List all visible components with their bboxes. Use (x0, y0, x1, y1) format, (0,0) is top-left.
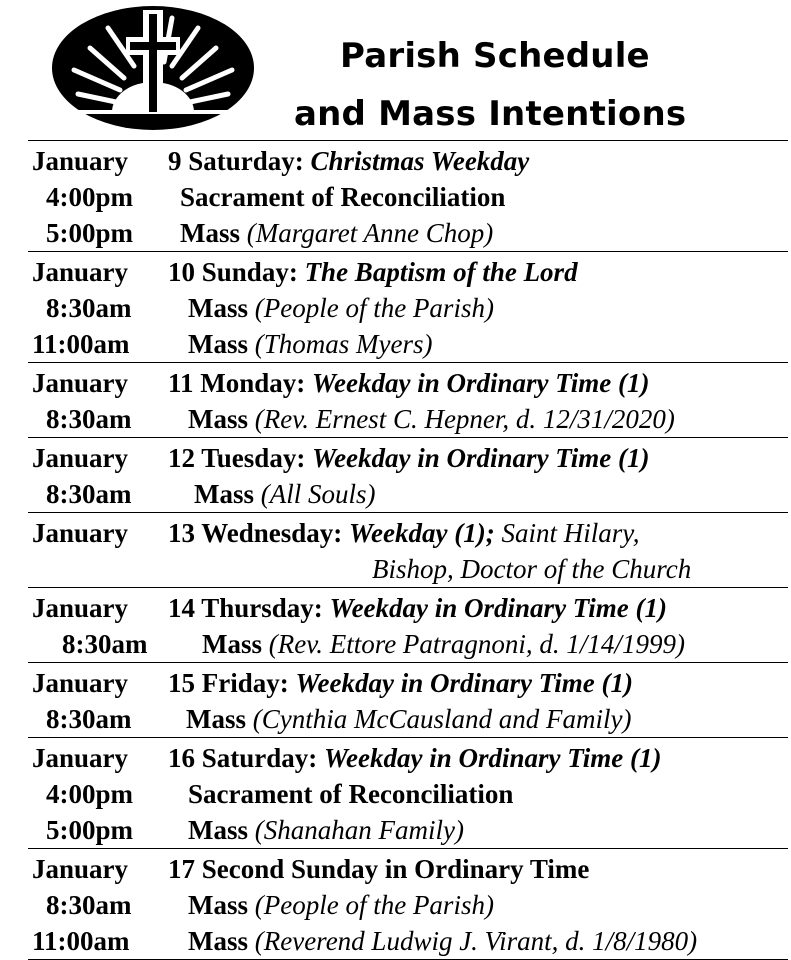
entry-time: 11:00am (32, 329, 130, 359)
schedule-entry (28, 887, 788, 923)
day-section (28, 848, 788, 960)
day-label: 15 Friday: (168, 668, 289, 698)
entry-event: Mass (202, 629, 262, 659)
day-heading (28, 851, 788, 887)
day-heading (28, 254, 788, 290)
schedule-entry (28, 215, 788, 251)
entry-event: Mass (188, 890, 248, 920)
entry-event: Sacrament of Reconciliation (188, 779, 514, 809)
page-title-line1: Parish Schedule (340, 36, 650, 76)
entry-time: 8:30am (62, 629, 148, 659)
entry-event: Sacrament of Reconciliation (180, 182, 506, 212)
day-section (28, 587, 788, 662)
entry-event: Mass (188, 926, 248, 956)
header (0, 0, 791, 140)
month-label: January (32, 854, 129, 884)
entry-time: 4:00pm (46, 182, 133, 212)
schedule-entry (28, 923, 788, 959)
day-section (28, 251, 788, 362)
entry-event: Mass (188, 404, 248, 434)
page-title-line2: and Mass Intentions (294, 94, 687, 134)
entry-event: Mass (188, 329, 248, 359)
schedule-entry (28, 326, 788, 362)
month-label: January (32, 518, 129, 548)
schedule-entry (28, 401, 788, 437)
day-heading (28, 365, 788, 401)
entry-intention: (Thomas Myers) (254, 329, 433, 359)
schedule-entry (28, 179, 788, 215)
feast-name: Christmas Weekday (310, 146, 530, 176)
feast-name: The Baptism of the Lord (304, 257, 578, 287)
day-label: 10 Sunday: (168, 257, 298, 287)
month-label: January (32, 668, 129, 698)
day-heading (28, 143, 788, 179)
cross-sunrise-logo-icon (50, 4, 256, 132)
feast-name: Weekday in Ordinary Time (1) (324, 743, 662, 773)
day-heading (28, 590, 788, 626)
memorial-name-cont: Bishop, Doctor of the Church (372, 554, 692, 584)
day-label: 14 Thursday: (168, 593, 323, 623)
month-label: January (32, 593, 129, 623)
memorial-name: Saint Hilary, (501, 518, 640, 548)
day-label: 12 Tuesday: (168, 443, 306, 473)
entry-time: 8:30am (46, 293, 132, 323)
entry-time: 5:00pm (46, 815, 133, 845)
entry-time: 8:30am (46, 479, 132, 509)
day-section (28, 662, 788, 737)
schedule-entry (28, 776, 788, 812)
entry-event: Mass (188, 815, 248, 845)
day-label: 9 Saturday: (168, 146, 304, 176)
entry-time: 8:30am (46, 890, 132, 920)
entry-time: 5:00pm (46, 218, 133, 248)
entry-time: 11:00am (32, 926, 130, 956)
schedule-entry (28, 626, 788, 662)
day-label: 17 Second Sunday in Ordinary Time (168, 854, 590, 884)
schedule-entry (28, 476, 788, 512)
memorial-continuation (28, 551, 788, 587)
entry-intention: (Reverend Ludwig J. Virant, d. 1/8/1980) (254, 926, 698, 956)
day-section (28, 362, 788, 437)
month-label: January (32, 146, 129, 176)
feast-name: Weekday in Ordinary Time (1) (295, 668, 633, 698)
entry-time: 8:30am (46, 704, 132, 734)
entry-time: 4:00pm (46, 779, 133, 809)
day-label: 16 Saturday: (168, 743, 318, 773)
entry-intention: (Rev. Ettore Patragnoni, d. 1/14/1999) (268, 629, 685, 659)
schedule-entry (28, 812, 788, 848)
month-label: January (32, 257, 129, 287)
feast-name: Weekday in Ordinary Time (1) (312, 368, 650, 398)
entry-intention: (All Souls) (260, 479, 376, 509)
entry-event: Mass (180, 218, 240, 248)
day-heading (28, 665, 788, 701)
day-label: 13 Wednesday: (168, 518, 343, 548)
entry-intention: (Shanahan Family) (254, 815, 464, 845)
entry-event: Mass (186, 704, 246, 734)
entry-event: Mass (188, 293, 248, 323)
day-label: 11 Monday: (168, 368, 306, 398)
feast-name: Weekday in Ordinary Time (1) (312, 443, 650, 473)
month-label: January (32, 443, 129, 473)
day-heading (28, 440, 788, 476)
feast-name: Weekday in Ordinary Time (1) (329, 593, 668, 623)
entry-time: 8:30am (46, 404, 132, 434)
day-heading (28, 515, 788, 551)
entry-intention: (People of the Parish) (254, 890, 494, 920)
day-section (28, 737, 788, 848)
entry-intention: (Margaret Anne Chop) (246, 218, 494, 248)
day-section (28, 437, 788, 512)
month-label: January (32, 743, 129, 773)
day-section (28, 512, 788, 587)
day-section (28, 140, 788, 251)
entry-intention: (Rev. Ernest C. Hepner, d. 12/31/2020) (254, 404, 675, 434)
entry-intention: (Cynthia McCausland and Family) (252, 704, 632, 734)
month-label: January (32, 368, 129, 398)
entry-intention: (People of the Parish) (254, 293, 494, 323)
schedule-entry (28, 701, 788, 737)
schedule-entry (28, 290, 788, 326)
entry-event: Mass (194, 479, 254, 509)
schedule-list (28, 140, 788, 960)
day-heading (28, 740, 788, 776)
feast-name: Weekday (1); (349, 518, 495, 548)
